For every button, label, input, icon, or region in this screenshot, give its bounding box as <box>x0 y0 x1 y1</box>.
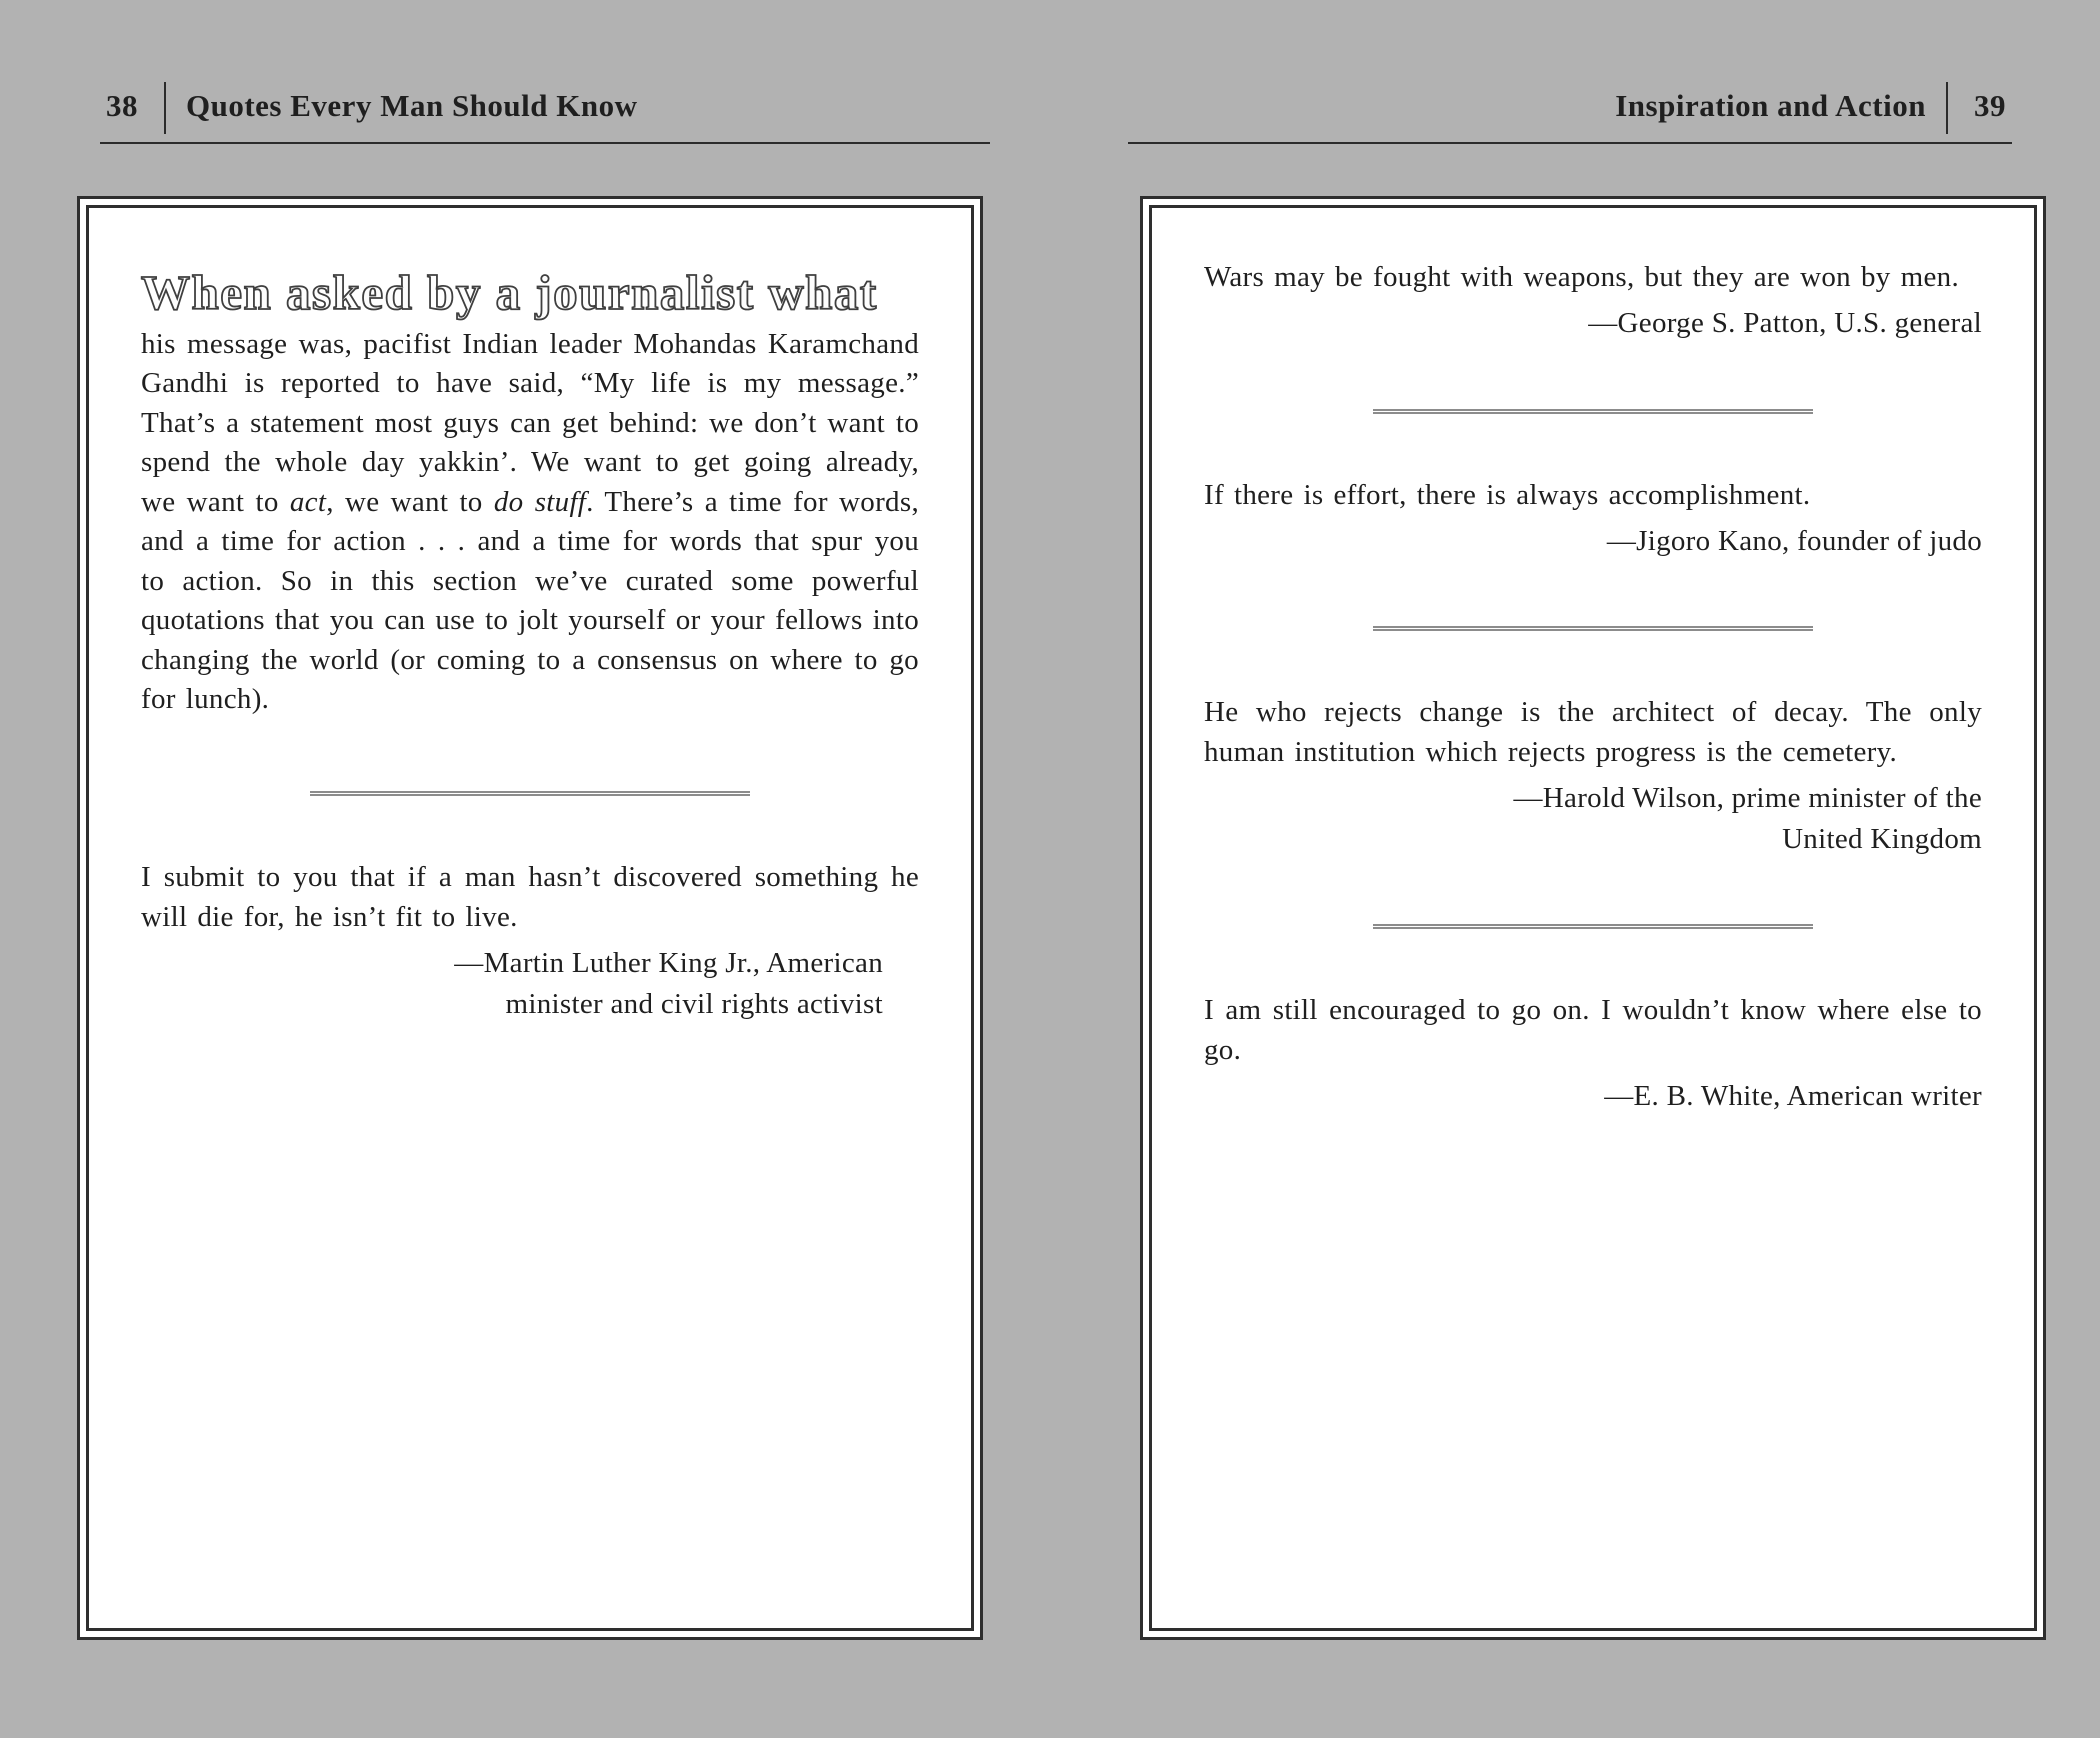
section-intro-heading: When asked by a journalist what <box>141 265 878 320</box>
attribution-line: —George S. Patton, U.S. general <box>1588 307 1982 340</box>
left-page-frame <box>86 205 974 1631</box>
left-page-header <box>100 88 990 144</box>
ornamental-divider <box>1373 924 1813 929</box>
header-divider-line <box>164 82 166 134</box>
intro-text-part: his message was, pacifist Indian leader Mohandas Karamchand Gandhi is reported to have said, “My life is my message.” That’s a statement most guys can get behind: we don’t want to spend the whole day yakkin’. We want to get going already, we want to <box>141 328 919 518</box>
section-intro-paragraph <box>141 325 919 719</box>
quote-block <box>1204 991 1982 1117</box>
ornamental-divider <box>1373 409 1813 414</box>
attribution-line: minister and civil rights activist <box>505 988 883 1021</box>
left-header-title: Quotes Every Man Should Know <box>186 88 638 123</box>
right-page-header <box>1128 88 2012 144</box>
quote-attribution <box>141 943 919 1025</box>
header-divider-line <box>1946 82 1948 134</box>
left-page <box>77 196 983 1640</box>
attribution-line: —Harold Wilson, prime minister of the <box>1513 782 1982 815</box>
quote-text: Wars may be fought with weapons, but they are won by men. <box>1204 261 1960 293</box>
quote-block <box>1204 258 1982 345</box>
intro-text-italic: do stuff <box>493 485 587 518</box>
quote-text: I am still encouraged to go on. I wouldn’t know where else to go. <box>1204 994 1982 1066</box>
quote-block <box>141 858 919 1025</box>
quote-text: If there is effort, there is always accomplishment. <box>1204 478 1811 511</box>
intro-text-part: . There’s a time for words, and a time for action . . . and a time for words that spur you to action. So in this section we’ve curated some powerful quotations that you can use to jolt yourself or your fellows into changing the world (or coming to a consensus on where to go for lunch). <box>141 485 919 715</box>
attribution-line: United Kingdom <box>1782 823 1982 856</box>
left-page-number: 38 <box>106 88 138 123</box>
quote-text: I submit to you that if a man hasn’t discovered something he will die for, he isn’t fit to live. <box>141 861 919 933</box>
right-page-number: 39 <box>1974 88 2006 123</box>
quote-attribution <box>1204 521 1982 562</box>
quote-attribution <box>1204 778 1982 860</box>
attribution-line: —E. B. White, American writer <box>1604 1080 1982 1113</box>
intro-text-italic: act <box>289 485 327 518</box>
intro-text-part: , we want to <box>326 485 494 518</box>
quote-block <box>1204 693 1982 860</box>
quote-text: He who rejects change is the architect of decay. The only human institution which rejects progress is the cemetery. <box>1204 696 1982 768</box>
quote-block <box>1204 476 1982 563</box>
quote-attribution <box>1204 1076 1982 1117</box>
attribution-line: —Jigoro Kano, founder of judo <box>1606 525 1982 558</box>
ornamental-divider <box>1373 626 1813 631</box>
quote-attribution <box>1204 303 1982 344</box>
right-page-frame <box>1149 205 2037 1631</box>
ornamental-divider <box>310 791 750 796</box>
right-header-title: Inspiration and Action <box>1615 88 1926 123</box>
right-page <box>1140 196 2046 1640</box>
attribution-line: —Martin Luther King Jr., American <box>454 947 883 980</box>
